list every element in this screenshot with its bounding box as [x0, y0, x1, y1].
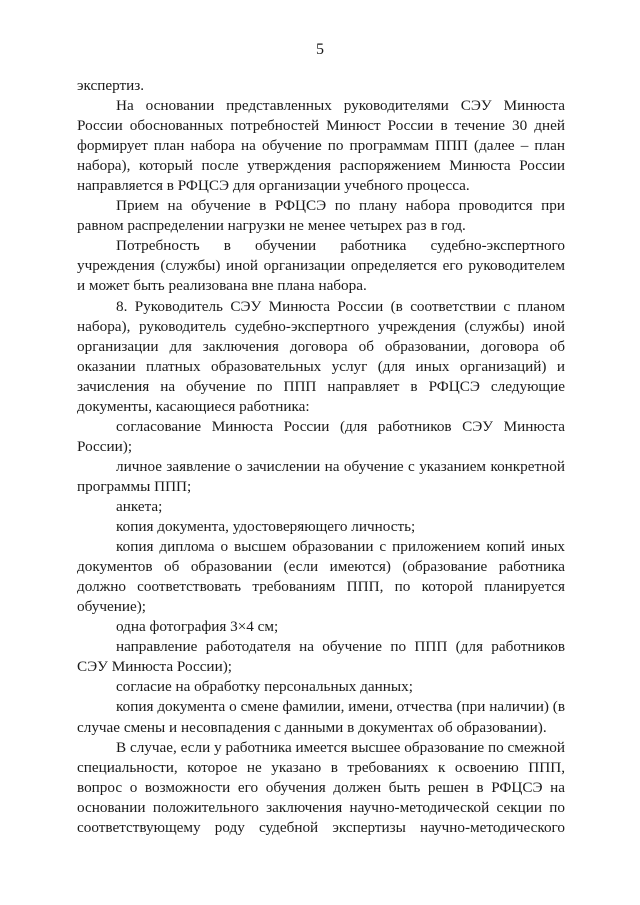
list-item-name-change-document: копия документа о смене фамилии, имени, отчества (при наличии) (в случае смены и несовпадения с данными в документах об образовании). [77, 698, 565, 736]
paragraph-recruitment-plan: На основании представленных руководителями СЭУ Минюста России обоснованных потребностей Минюст России в течение 30 дней формирует план набора на обучение по программам ППП (далее – план набора), который после утверждения распоряжением Минюста России направляется в РФЦСЭ для организации учебного процесса. [77, 97, 565, 195]
list-item-diploma-copy: копия диплома о высшем образовании с приложением копий иных документов об образовании (если имеются) (образование работника должно соответствовать требованиям ППП, по которой планируется обучение); [77, 538, 565, 616]
paragraph-section-8: 8. Руководитель СЭУ Минюста России (в соответствии с планом набора), руководитель судебно-экспертного учреждения (службы) иной организации для заключения договора об образовании, договора об оказании платных образовательных услуг (для иных организаций) и зачисления на обучение по ППП направляет в РФЦСЭ следующие документы, касающиеся работника: [77, 297, 565, 415]
document-body [77, 76, 565, 838]
list-item-id-copy: копия документа, удостоверяющего личность; [116, 518, 416, 536]
list-item-questionnaire: анкета; [116, 497, 163, 515]
paragraph-related-specialty: В случае, если у работника имеется высшее образование по смежной специальности, которое не указано в требованиях к освоению ППП, вопрос о возможности его обучения должен быть решен в РФЦСЭ на основании положительного заключения научно-методической секции по соответствующему роду судебной экспертизы научно-методического [77, 738, 565, 836]
list-item-ministry-approval: согласование Минюста России (для работников СЭУ Минюста России); [77, 417, 565, 455]
list-item-photo: одна фотография 3×4 см; [116, 618, 279, 636]
page-number: 5 [316, 41, 324, 58]
paragraph-continuation: экспертиз. [77, 77, 145, 94]
list-item-personal-application: личное заявление о зачислении на обучение с указанием конкретной программы ППП; [77, 457, 565, 495]
list-item-data-consent: согласие на обработку персональных данных; [116, 678, 413, 696]
paragraph-other-organizations: Потребность в обучении работника судебно-экспертного учреждения (службы) иной организации определяется его руководителем и может быть реализована вне плана набора. [77, 237, 565, 295]
list-item-employer-referral: направление работодателя на обучение по ППП (для работников СЭУ Минюста России); [77, 638, 565, 676]
paragraph-admission-schedule: Прием на обучение в РФЦСЭ по плану набора проводится при равном распределении нагрузки не менее четырех раз в год. [77, 197, 565, 235]
